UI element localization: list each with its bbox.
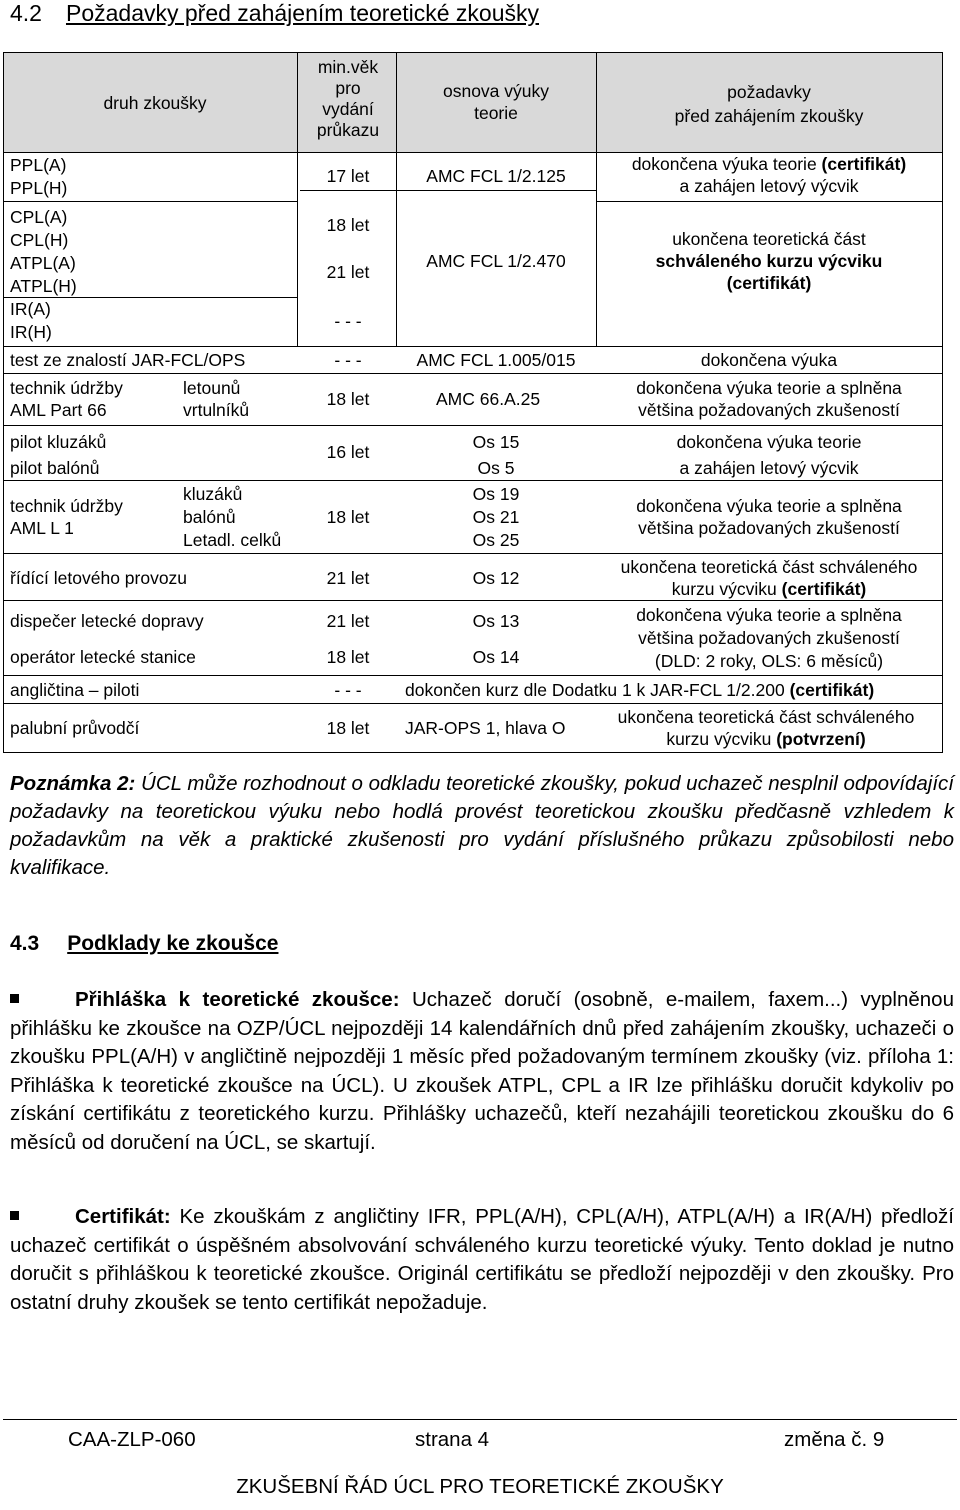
footer-rule	[3, 1419, 957, 1420]
divider-pilot	[3, 425, 943, 426]
age-21: 21 let	[326, 262, 370, 282]
header-type: druh zkoušky	[103, 93, 207, 113]
row-cabin-syllabus: JAR-OPS 1, hlava O	[405, 718, 566, 738]
row-test-name: test ze znalostí JAR-FCL/OPS	[10, 350, 246, 370]
row-atc-syllabus: Os 12	[472, 568, 520, 588]
row-eng-req: dokončen kurz dle Dodatku 1 k JAR-FCL 1/2.200 (certifikát)	[405, 680, 875, 700]
row-disp-req: dokončena výuka teorie a splněna většina požadovaných zkušeností (DLD: 2 roky, OLS: 6 měsíců)	[636, 605, 902, 671]
col-req-left	[596, 52, 597, 346]
license-item: IR(H)	[10, 322, 52, 342]
bullet-label: Certifikát:	[75, 1205, 171, 1228]
note-text: ÚCL může rozhodnout o odkladu teoretické zkoušky, pokud uchazeč nesplnil odpovídající požadavky na teoretickou výuku nebo hodlá provést teoretickou zkoušku předčasně vzhledem k požadavkům na věk a praktické zkušenosti pro vydání příslušného průkazu způsobilosti nebo kvalifikace.	[10, 772, 955, 879]
license-item: PPL(H)	[10, 178, 68, 198]
row-disp-age: 21 let	[326, 611, 370, 631]
divider-17	[300, 190, 596, 191]
divider-atc	[3, 553, 943, 554]
subsection-heading: Podklady ke zkoušce	[67, 932, 279, 955]
row-eng-name: angličtina – piloti	[10, 680, 140, 700]
section-number: 4.2	[10, 0, 42, 26]
row-aml66-name: technik údržby AML Part 66	[10, 378, 123, 420]
divider-amll1	[3, 480, 943, 481]
bullet-label: Přihláška k teoretické zkoušce:	[75, 988, 400, 1011]
row-amll1-name: technik údržby AML L 1	[10, 496, 123, 538]
license-item: IR(A)	[10, 299, 51, 319]
row-cabin-name: palubní průvodčí	[10, 718, 140, 738]
row-test-age: - - -	[334, 350, 362, 370]
divider-ir	[3, 297, 297, 298]
subsection-title	[10, 932, 278, 956]
syllabus-amc-125: AMC FCL 1/2.125	[426, 166, 566, 186]
bullet-text: Ke zkouškám z angličtiny IFR, PPL(A/H), CPL(A/H), ATPL(A/H) a IR(A/H) předloží uchazeč certifikát o úspěšném absolvování schváleného kurzu teoretické výuky. Tento doklad je nutno doručit s přihláškou k teoretické zkoušce. Originál certifikátu se předloží nejpozději v den zkoušky. Pro ostatní druhy zkoušek se tento certifikát nepožaduje.	[10, 1205, 954, 1314]
row-atc-age: 21 let	[326, 568, 370, 588]
row-aml66-req: dokončena výuka teorie a splněna většina požadovaných zkušeností	[636, 378, 902, 420]
section-heading: Požadavky před zahájením teoretické zkoušky	[65, 0, 540, 26]
bullet-text: Uchazeč doručí (osobně, e-mailem, faxem...) vyplněnou přihlášku ke zkoušce na OZP/ÚCL nejpozději 14 kalendářních dnů před zahájením zkoušky, uchazeči o zkoušku PPL(A/H) v angličtině nejpozději 1 měsíc před požadovaným termínem zkoušky (viz. příloha 1: Přihláška k teoretické zkoušce na ÚCL). U zkoušek ATPL, CPL a IR lze přihlášku doručit kdykoliv po získání certifikátu z teoretického kurzu. Přihlášky uchazečů, kteří nezahájili teoretickou zkoušku do 6 měsíců od doručení na ÚCL, se skartují.	[10, 988, 954, 1154]
table-border-bottom	[3, 752, 943, 753]
license-list	[10, 154, 77, 344]
divider-eng	[3, 675, 943, 676]
footer-change: změna č. 9	[784, 1428, 885, 1451]
license-item: ATPL(A)	[10, 253, 76, 273]
header-requirements: požadavky před zahájením zkoušky	[674, 82, 864, 126]
col-syllabus-left	[396, 52, 397, 346]
header-age: min.věk pro vydání průkazu	[316, 57, 380, 140]
row-pilot-syllabus: Os 15 Os 5	[472, 432, 520, 478]
row-cabin-req: ukončena teoretická část schváleného kurzu výcviku (potvrzení)	[617, 707, 915, 749]
row-disp-name: dispečer letecké dopravy	[10, 611, 204, 631]
note-label: Poznámka 2:	[10, 772, 136, 795]
divider-test	[3, 346, 943, 347]
req-ppl: dokončena výuka teorie (certifikát) a zahájen letový výcvik	[631, 154, 907, 196]
license-item: ATPL(H)	[10, 276, 77, 296]
divider-disp	[3, 600, 943, 601]
row-atc-name: řídící letového provozu	[10, 568, 188, 588]
footer-title: ZKUŠEBNÍ ŘÁD ÚCL PRO TEORETICKÉ ZKOUŠKY	[236, 1475, 724, 1498]
row-amll1-req: dokončena výuka teorie a splněna většina požadovaných zkušeností	[636, 496, 902, 538]
row-pilot-name: pilot kluzáků pilot balónů	[10, 432, 107, 478]
row-pilot-req: dokončena výuka teorie a zahájen letový výcvik	[676, 432, 862, 478]
license-item: CPL(A)	[10, 207, 68, 227]
header-syllabus: osnova výuky teorie	[442, 81, 550, 123]
row-atc-req: ukončena teoretická část schváleného kurzu výcviku (certifikát)	[620, 557, 918, 599]
table-border-top	[3, 52, 943, 53]
row-amll1-sub: kluzáků balónů Letadl. celků	[183, 484, 282, 550]
row-oper-age: 18 let	[326, 647, 370, 667]
note-paragraph	[10, 770, 954, 882]
syllabus-amc-470: AMC FCL 1/2.470	[426, 251, 566, 271]
bullet-square-icon	[10, 1211, 19, 1220]
row-oper-name: operátor letecké stanice	[10, 647, 196, 667]
row-amll1-syllabus: Os 19 Os 21 Os 25	[472, 484, 520, 550]
footer-doc-id: CAA-ZLP-060	[68, 1428, 196, 1451]
subsection-number: 4.3	[10, 932, 40, 955]
row-pilot-age: 16 let	[326, 442, 370, 462]
age-17: 17 let	[326, 166, 370, 186]
footer-page: strana 4	[415, 1428, 490, 1451]
row-test-req: dokončena výuka	[700, 350, 838, 370]
req-cpl: ukončena teoretická část schváleného kurzu výcviku (certifikát)	[655, 229, 883, 293]
row-test-syllabus: AMC FCL 1.005/015	[416, 350, 576, 370]
col-age-left	[297, 52, 298, 346]
row-disp-syllabus: Os 13	[472, 611, 520, 631]
divider-ppl-req	[596, 201, 943, 202]
divider-aml66	[3, 373, 943, 374]
row-oper-syllabus: Os 14	[472, 647, 520, 667]
bullet-paragraph	[10, 986, 954, 1157]
row-aml66-syllabus: AMC 66.A.25	[436, 389, 541, 409]
row-cabin-age: 18 let	[326, 718, 370, 738]
bullet-square-icon	[10, 994, 19, 1003]
table-border-right	[942, 52, 943, 752]
bullet-paragraph	[10, 1203, 954, 1317]
row-amll1-age: 18 let	[326, 507, 370, 527]
age-none: - - -	[334, 311, 362, 331]
table-border-left	[3, 52, 4, 752]
divider-ppl	[3, 201, 297, 202]
divider-cabin	[3, 703, 943, 704]
row-eng-age: - - -	[334, 680, 362, 700]
age-18: 18 let	[326, 215, 370, 235]
row-aml66-sub: letounů vrtulníků	[183, 378, 250, 420]
header-divider	[3, 152, 943, 153]
license-item: PPL(A)	[10, 155, 67, 175]
license-item: CPL(H)	[10, 230, 69, 250]
row-aml66-age: 18 let	[326, 389, 370, 409]
